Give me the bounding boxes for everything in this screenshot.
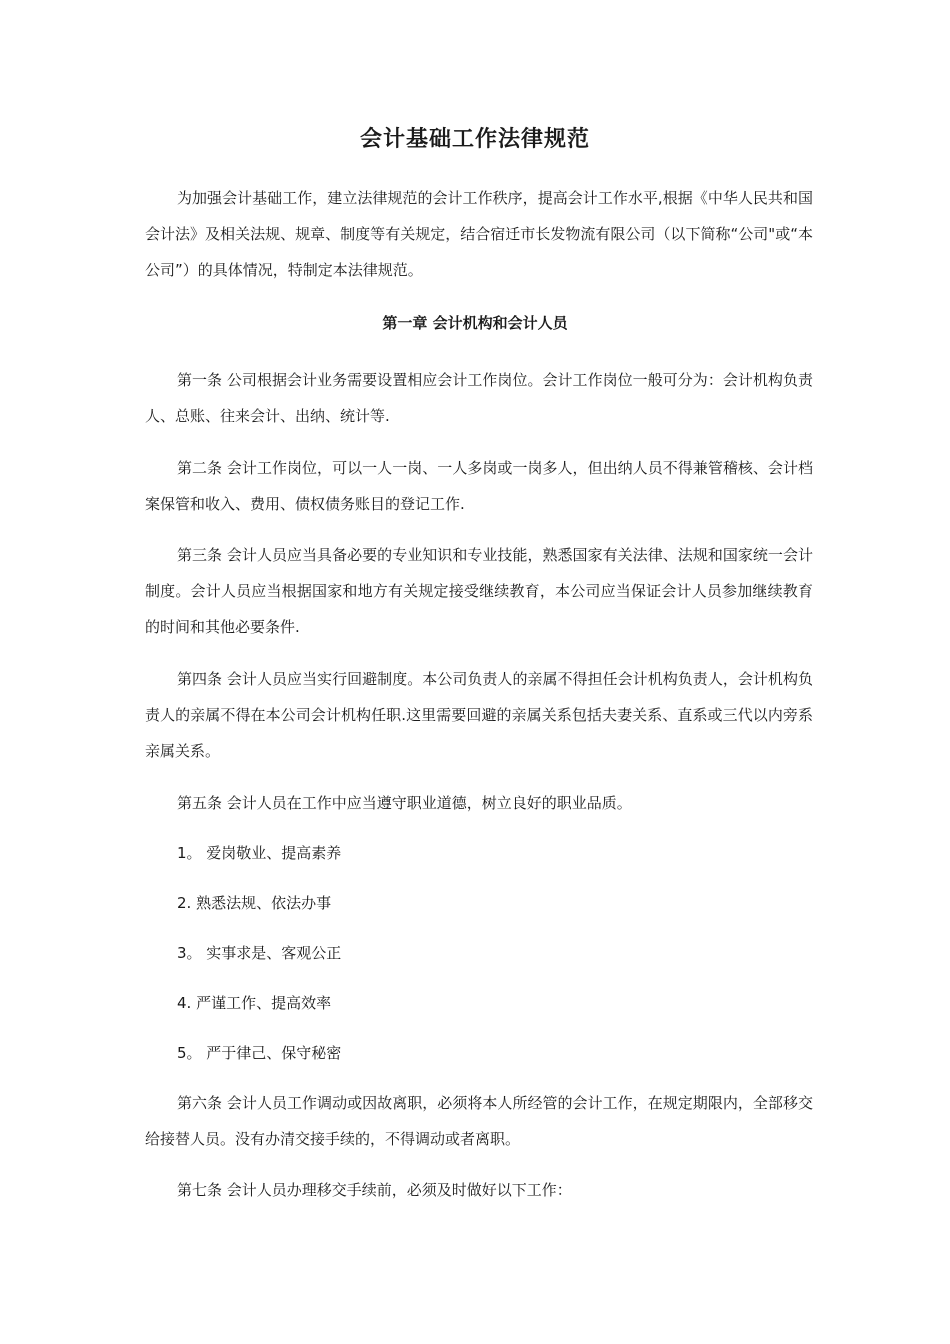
list-item: 5。 严于律己、保守秘密 — [177, 1044, 342, 1062]
list-item: 4. 严谨工作、提高效率 — [177, 994, 332, 1012]
article-2: 第二条 会计工作岗位，可以一人一岗、一人多岗或一岗多人，但出纳人员不得兼管稽核、会计档案保管和收入、费用、债权债务账目的登记工作. — [145, 459, 813, 513]
chapter-heading: 第一章 会计机构和会计人员 — [382, 314, 568, 332]
article-7: 第七条 会计人员办理移交手续前，必须及时做好以下工作： — [177, 1181, 572, 1199]
document-title: 会计基础工作法律规范 — [359, 127, 590, 152]
list-item: 1。 爱岗敬业、提高素养 — [177, 844, 342, 862]
article-4: 第四条 会计人员应当实行回避制度。本公司负责人的亲属不得担任会计机构负责人，会计机构负责人的亲属不得在本公司会计机构任职.这里需要回避的亲属关系包括夫妻关系、直系或三代以内旁系亲属关系。 — [145, 670, 813, 760]
article-3: 第三条 会计人员应当具备必要的专业知识和专业技能，熟悉国家有关法律、法规和国家统一会计制度。会计人员应当根据国家和地方有关规定接受继续教育，本公司应当保证会计人员参加继续教育的时间和其他必要条件. — [145, 546, 813, 636]
article-6: 第六条 会计人员工作调动或因故离职，必须将本人所经管的会计工作，在规定期限内，全部移交给接替人员。没有办清交接手续的，不得调动或者离职。 — [145, 1094, 813, 1148]
article-1: 第一条 公司根据会计业务需要设置相应会计工作岗位。会计工作岗位一般可分为：会计机构负责人、总账、往来会计、出纳、统计等. — [145, 371, 813, 425]
list-item: 3。 实事求是、客观公正 — [177, 944, 342, 962]
article-5: 第五条 会计人员在工作中应当遵守职业道德，树立良好的职业品质。 — [177, 794, 632, 812]
list-item: 2. 熟悉法规、依法办事 — [177, 894, 332, 912]
intro-paragraph: 为加强会计基础工作，建立法律规范的会计工作秩序，提高会计工作水平,根据《中华人民共和国会计法》及相关法规、规章、制度等有关规定，结合宿迁市长发物流有限公司（以下简称“公司"或“本公司”）的具体情况，特制定本法律规范。 — [145, 189, 813, 279]
